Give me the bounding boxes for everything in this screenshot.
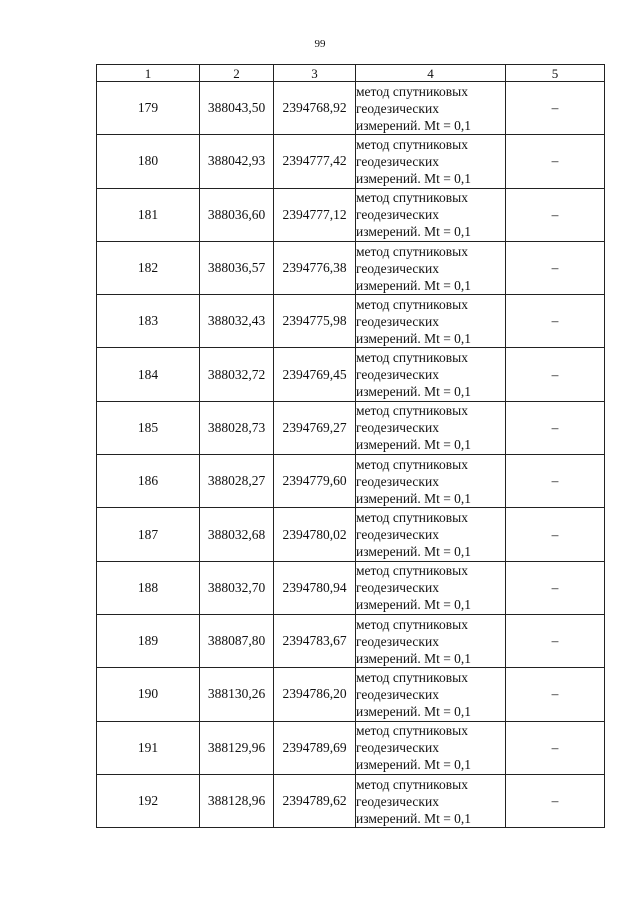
column-header-1: 1 [97, 65, 200, 82]
method-line: геодезических [356, 793, 439, 809]
method-line: геодезических [356, 580, 439, 596]
table-row [97, 455, 605, 508]
method-cell [356, 508, 506, 561]
method-cell [356, 774, 506, 827]
y-coordinate-cell: 2394786,20 [274, 668, 356, 721]
method-line: метод спутниковых [356, 190, 468, 206]
method-line: измерений. Mt = 0,1 [356, 597, 472, 613]
point-number-cell: 188 [97, 561, 200, 614]
x-coordinate-cell: 388032,43 [200, 295, 274, 348]
note-cell: – [506, 455, 605, 508]
method-cell [356, 561, 506, 614]
method-line: измерений. Mt = 0,1 [356, 757, 472, 773]
method-cell [356, 135, 506, 188]
table-row [97, 401, 605, 454]
point-number-cell: 190 [97, 668, 200, 721]
table-row [97, 614, 605, 667]
method-cell [356, 668, 506, 721]
point-number-cell: 184 [97, 348, 200, 401]
point-number-cell: 182 [97, 241, 200, 294]
table-row [97, 188, 605, 241]
y-coordinate-cell: 2394768,92 [274, 82, 356, 135]
y-coordinate-cell: 2394776,38 [274, 241, 356, 294]
coordinates-table [96, 64, 605, 828]
method-line: метод спутниковых [356, 456, 468, 472]
method-line: измерений. Mt = 0,1 [356, 330, 472, 346]
method-line: измерений. Mt = 0,1 [356, 170, 472, 186]
method-line: измерений. Mt = 0,1 [356, 650, 472, 666]
y-coordinate-cell: 2394780,02 [274, 508, 356, 561]
y-coordinate-cell: 2394789,62 [274, 774, 356, 827]
method-line: геодезических [356, 313, 439, 329]
method-cell [356, 188, 506, 241]
method-cell [356, 348, 506, 401]
point-number-cell: 179 [97, 82, 200, 135]
method-line: метод спутниковых [356, 510, 468, 526]
point-number-cell: 181 [97, 188, 200, 241]
method-line: геодезических [356, 633, 439, 649]
method-line: геодезических [356, 100, 439, 116]
column-header-5: 5 [506, 65, 605, 82]
method-line: геодезических [356, 153, 439, 169]
method-line: измерений. Mt = 0,1 [356, 117, 472, 133]
x-coordinate-cell: 388043,50 [200, 82, 274, 135]
table-row [97, 82, 605, 135]
note-cell: – [506, 401, 605, 454]
method-line: метод спутниковых [356, 723, 468, 739]
note-cell: – [506, 82, 605, 135]
x-coordinate-cell: 388032,72 [200, 348, 274, 401]
column-header-2: 2 [200, 65, 274, 82]
method-line: геодезических [356, 527, 439, 543]
x-coordinate-cell: 388036,60 [200, 188, 274, 241]
table-row [97, 295, 605, 348]
method-line: метод спутниковых [356, 776, 468, 792]
point-number-cell: 183 [97, 295, 200, 348]
y-coordinate-cell: 2394769,27 [274, 401, 356, 454]
table-row [97, 135, 605, 188]
method-line: метод спутниковых [356, 83, 468, 99]
method-line: геодезических [356, 686, 439, 702]
y-coordinate-cell: 2394769,45 [274, 348, 356, 401]
x-coordinate-cell: 388032,70 [200, 561, 274, 614]
point-number-cell: 189 [97, 614, 200, 667]
y-coordinate-cell: 2394783,67 [274, 614, 356, 667]
method-line: геодезических [356, 473, 439, 489]
method-cell [356, 614, 506, 667]
x-coordinate-cell: 388130,26 [200, 668, 274, 721]
method-cell [356, 295, 506, 348]
method-line: метод спутниковых [356, 350, 468, 366]
note-cell: – [506, 774, 605, 827]
y-coordinate-cell: 2394777,42 [274, 135, 356, 188]
column-header-4: 4 [356, 65, 506, 82]
method-line: геодезических [356, 420, 439, 436]
x-coordinate-cell: 388028,27 [200, 455, 274, 508]
method-cell [356, 241, 506, 294]
method-line: измерений. Mt = 0,1 [356, 224, 472, 240]
method-cell [356, 455, 506, 508]
note-cell: – [506, 614, 605, 667]
note-cell: – [506, 241, 605, 294]
table-body [97, 82, 605, 828]
x-coordinate-cell: 388087,80 [200, 614, 274, 667]
table-row [97, 721, 605, 774]
point-number-cell: 185 [97, 401, 200, 454]
note-cell: – [506, 668, 605, 721]
method-line: геодезических [356, 740, 439, 756]
note-cell: – [506, 348, 605, 401]
y-coordinate-cell: 2394775,98 [274, 295, 356, 348]
method-line: измерений. Mt = 0,1 [356, 490, 472, 506]
y-coordinate-cell: 2394780,94 [274, 561, 356, 614]
x-coordinate-cell: 388028,73 [200, 401, 274, 454]
note-cell: – [506, 721, 605, 774]
method-line: измерений. Mt = 0,1 [356, 437, 472, 453]
method-line: метод спутниковых [356, 616, 468, 632]
table-row [97, 668, 605, 721]
method-cell [356, 401, 506, 454]
x-coordinate-cell: 388042,93 [200, 135, 274, 188]
table-row [97, 241, 605, 294]
x-coordinate-cell: 388128,96 [200, 774, 274, 827]
table-header-row [97, 65, 605, 82]
y-coordinate-cell: 2394777,12 [274, 188, 356, 241]
table-row [97, 561, 605, 614]
x-coordinate-cell: 388129,96 [200, 721, 274, 774]
method-line: метод спутниковых [356, 243, 468, 259]
method-line: измерений. Mt = 0,1 [356, 703, 472, 719]
method-line: метод спутниковых [356, 136, 468, 152]
note-cell: – [506, 135, 605, 188]
point-number-cell: 187 [97, 508, 200, 561]
method-line: метод спутниковых [356, 563, 468, 579]
method-line: геодезических [356, 367, 439, 383]
table-row [97, 348, 605, 401]
note-cell: – [506, 508, 605, 561]
point-number-cell: 186 [97, 455, 200, 508]
method-cell [356, 82, 506, 135]
point-number-cell: 192 [97, 774, 200, 827]
note-cell: – [506, 188, 605, 241]
method-line: измерений. Mt = 0,1 [356, 810, 472, 826]
page-number: 99 [314, 38, 326, 50]
method-line: геодезических [356, 207, 439, 223]
method-line: измерений. Mt = 0,1 [356, 544, 472, 560]
y-coordinate-cell: 2394789,69 [274, 721, 356, 774]
y-coordinate-cell: 2394779,60 [274, 455, 356, 508]
method-line: геодезических [356, 260, 439, 276]
method-line: измерений. Mt = 0,1 [356, 384, 472, 400]
method-line: измерений. Mt = 0,1 [356, 277, 472, 293]
x-coordinate-cell: 388036,57 [200, 241, 274, 294]
method-cell [356, 721, 506, 774]
table-row [97, 774, 605, 827]
point-number-cell: 180 [97, 135, 200, 188]
method-line: метод спутниковых [356, 403, 468, 419]
note-cell: – [506, 561, 605, 614]
method-line: метод спутниковых [356, 296, 468, 312]
point-number-cell: 191 [97, 721, 200, 774]
x-coordinate-cell: 388032,68 [200, 508, 274, 561]
note-cell: – [506, 295, 605, 348]
column-header-3: 3 [274, 65, 356, 82]
method-line: метод спутниковых [356, 669, 468, 685]
table-row [97, 508, 605, 561]
